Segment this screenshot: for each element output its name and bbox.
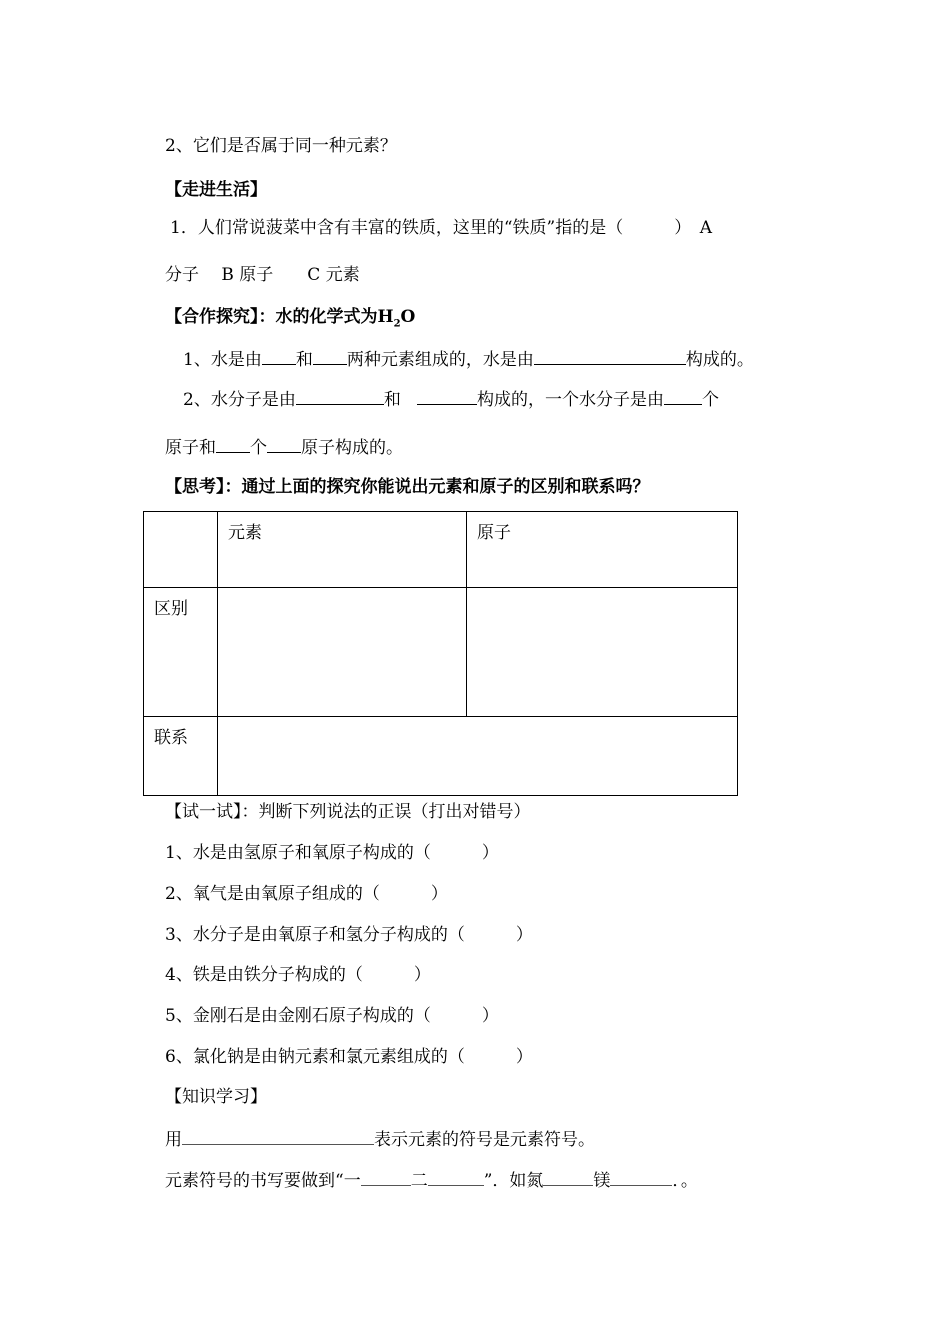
question-2: 2、它们是否属于同一种元素？ (165, 136, 397, 156)
table-header-element: 元素 (218, 512, 467, 588)
knowledge-line-2: 元素符号的书写要做到“一 二 ”．如氮 镁 ．。 (165, 1171, 698, 1191)
fill-blank[interactable] (313, 348, 347, 365)
life-question-1-line1: 1．人们常说菠菜中含有丰富的铁质，这里的“铁质”指的是（ ） A (170, 218, 712, 238)
fill-blank[interactable] (262, 348, 296, 365)
cooperation-line-1: 1、水是由 和 两种元素组成的，水是由 构成的。 (183, 350, 754, 370)
table-cell-element-difference[interactable] (218, 588, 467, 717)
fill-blank[interactable] (182, 1130, 374, 1145)
comparison-table (143, 511, 738, 796)
trial-item: 2、氧气是由氧原子组成的（ ） (165, 884, 448, 904)
fill-blank[interactable] (664, 388, 702, 405)
table-row-label-difference: 区别 (144, 588, 218, 717)
table-corner-cell (144, 512, 218, 588)
fill-blank[interactable] (417, 388, 477, 405)
section-heading-trial: 【试一试】：判断下列说法的正误（打出对错号） (165, 802, 531, 822)
table-cell-atom-difference[interactable] (467, 588, 738, 717)
knowledge-line-1: 用 表示元素的符号是元素符号。 (165, 1130, 595, 1150)
fill-blank[interactable] (428, 1171, 484, 1186)
table-row-label-relation: 联系 (144, 717, 218, 796)
fill-blank[interactable] (610, 1171, 672, 1186)
fill-blank[interactable] (296, 388, 384, 405)
fill-blank[interactable] (267, 436, 301, 453)
cooperation-heading-text: 【合作探究】：水的化学式为 (165, 307, 378, 327)
table-header-atom: 原子 (467, 512, 738, 588)
section-heading-life: 【走进生活】 (165, 180, 267, 200)
trial-item: 6、氯化钠是由钠元素和氯元素组成的（ ） (165, 1047, 533, 1067)
table-cell-relation[interactable] (218, 717, 738, 796)
cooperation-line-3: 原子和 个 原子构成的。 (165, 438, 403, 458)
section-heading-think: 【思考】：通过上面的探究你能说出元素和原子的区别和联系吗？ (165, 477, 650, 497)
life-question-1-line2: 分子 B 原子 C 元素 (165, 265, 360, 285)
fill-blank[interactable] (216, 436, 250, 453)
fill-blank[interactable] (361, 1171, 411, 1186)
trial-item: 5、金刚石是由金刚石原子构成的（ ） (165, 1006, 499, 1026)
section-heading-knowledge: 【知识学习】 (165, 1087, 267, 1107)
cooperation-line-2: 2、水分子是由 和 构成的，一个水分子是由 个 (183, 390, 720, 410)
trial-item: 3、水分子是由氧原子和氢分子构成的（ ） (165, 925, 533, 945)
section-heading-cooperation (165, 306, 415, 335)
trial-item: 1、水是由氢原子和氧原子构成的（ ） (165, 843, 499, 863)
fill-blank[interactable] (543, 1171, 593, 1186)
trial-item: 4、铁是由铁分子构成的（ ） (165, 965, 431, 985)
water-formula: $H_2O$ (377, 307, 416, 330)
fill-blank[interactable] (534, 348, 686, 365)
